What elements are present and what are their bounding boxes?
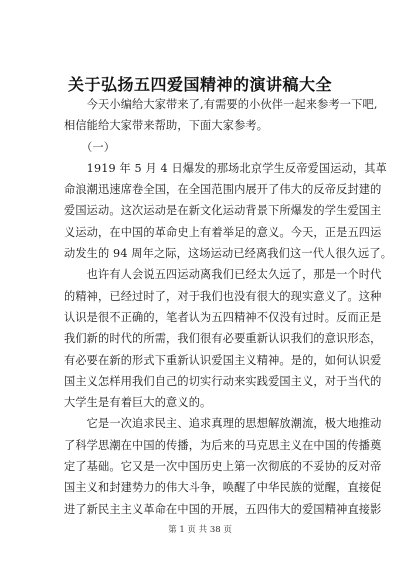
document-title: 关于弘扬五四爱国精神的演讲稿大全 — [67, 75, 332, 94]
body-line: 进了新民主主义革命在中国的开展，五四伟大的爱国精神直接影 — [64, 502, 382, 516]
body-line: 动发生的 94 周年之际，这场运动已经离我们这一代人很久远了。 — [64, 247, 393, 261]
page-footer: 第 1 页 共 38 页 — [168, 525, 232, 535]
body-line: 相信能给大家带来帮助，下面大家参考。 — [64, 119, 269, 133]
body-line: 今天小编给大家带来了,有需要的小伙伴一起来参考一下吧, — [64, 98, 378, 111]
body-line: 我们新的时代的所需，我们很有必要重新认识我们的意识形态， — [64, 332, 382, 346]
body-line: 大学生是有着巨大的意义的。 — [64, 396, 212, 410]
body-line: 1919 年 5 月 4 日爆发的那场北京学生反帝爱国运动，其革 — [64, 161, 387, 175]
body-line: 认识是很不正确的，笔者认为五四精神不仅没有过时。反而正是 — [64, 310, 382, 324]
body-line: 了科学思潮在中国的传播，为后来的马克思主义在中国的传播奠 — [64, 438, 382, 452]
body-line: 义运动，在中国的革命史上有着举足的意义。今天，正是五四运 — [64, 225, 382, 239]
document-body — [64, 94, 393, 520]
body-line: （一） — [64, 140, 116, 154]
body-line: 的精神，已经过时了，对于我们也没有很大的现实意义了。这种 — [64, 289, 382, 303]
body-line: 国主义和封建势力的伟大斗争，唤醒了中华民族的觉醒，直接促 — [64, 481, 382, 495]
body-line: 有必要在新的形式下重新认识爱国主义精神。是的，如何认识爱 — [64, 353, 382, 367]
body-line: 爱国运动。这次运动是在新文化运动背景下所爆发的学生爱国主 — [64, 204, 382, 218]
body-line: 定了基础。它又是一次中国历史上第一次彻底的不妥协的反对帝 — [64, 460, 382, 474]
body-line: 命浪潮迅速席卷全国，在全国范围内展开了伟大的反帝反封建的 — [64, 183, 382, 197]
body-line: 也许有人会说五四运动离我们已经太久远了，那是一个时代 — [64, 268, 382, 282]
body-line: 它是一次追求民主、追求真理的思想解放潮流，极大地推动 — [64, 417, 382, 431]
body-line: 国主义怎样用我们自己的切实行动来实践爱国主义，对于当代的 — [64, 374, 382, 388]
